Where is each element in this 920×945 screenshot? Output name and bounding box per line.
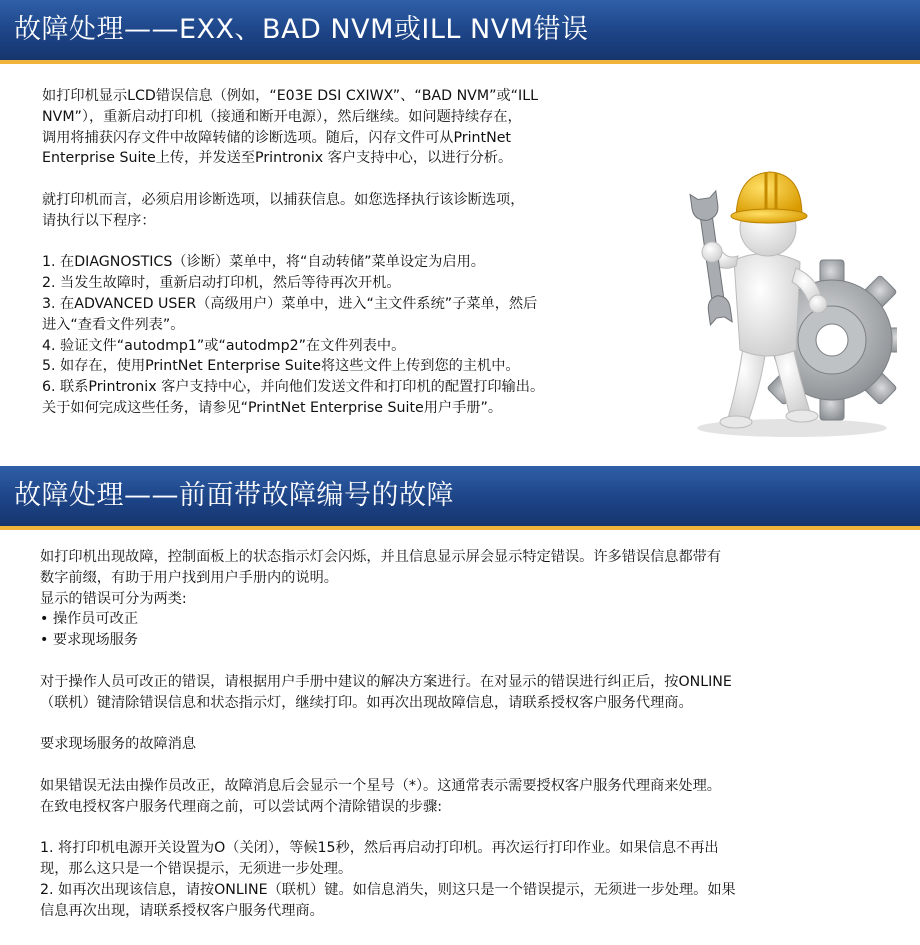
paragraph-gap [42,169,642,190]
section-header-fault-codes [0,466,920,526]
paragraph-gap [40,817,900,838]
text-line: 在致电授权客户服务代理商之前，可以尝试两个清除错误的步骤: [40,798,443,815]
paragraph-gap [40,755,900,776]
section-title: 故障处理——EXX、BAD NVM或ILL NVM错误 [14,14,589,45]
paragraph-gap [40,651,900,672]
text-line: 2. 当发生故障时，重新启动打印机，然后等待再次开机。 [42,275,401,292]
text-line: 4. 验证文件“autodmp1”或“autodmp2”在文件列表中。 [42,337,406,354]
paragraph-gap [42,232,642,253]
text-line: 如打印机显示LCD错误信息（例如，“E03E DSI CXIWX”、“BAD NVM”或“ILL [42,88,539,104]
text-line: 调用将捕获闪存文件中故障转储的诊断选项。随后，闪存文件可从PrintNet [42,129,511,146]
header-accent-line [0,526,920,530]
section-header-exx-nvm [0,0,920,60]
section-body-fault-codes [40,547,900,921]
text-line: 2. 如再次出现该信息，请按ONLINE（联机）键。如信息消失，则这只是一个错误提示，无须进一步处理。如果 [40,881,736,898]
text-line: • 要求现场服务 [40,632,139,649]
paragraph-gap [40,713,900,734]
text-line: 进入“查看文件列表”。 [42,316,185,333]
text-line: 5. 如存在，使用PrintNet Enterprise Suite将这些文件上传到您的主机中。 [42,358,520,375]
header-accent-line [0,60,920,64]
text-line: • 操作员可改正 [40,611,139,628]
section-title: 故障处理——前面带故障编号的故障 [14,480,454,511]
text-line: 3. 在ADVANCED USER（高级用户）菜单中，进入“主文件系统”子菜单，然后 [42,295,538,312]
worker-with-wrench-and-gear-icon [672,150,897,440]
text-line: 如果错误无法由操作员改正，故障消息后会显示一个星号（*）。这通常表示需要授权客户服务代理商来处理。 [40,777,721,794]
section-body-exx-nvm [42,86,642,419]
text-line: Enterprise Suite上传，并发送至Printronix 客户支持中心，以进行分析。 [42,150,513,167]
text-line: 1. 在DIAGNOSTICS（诊断）菜单中，将“自动转储”菜单设定为启用。 [42,254,485,271]
text-line: 就打印机而言，必须启用诊断选项，以捕获信息。如您选择执行该诊断选项， [42,191,525,208]
text-line: NVM”），重新启动打印机（接通和断开电源），然后继续。如问题持续存在， [42,108,522,125]
text-line: 数字前缀，有助于用户找到用户手册内的说明。 [40,569,338,586]
text-line: 对于操作人员可改正的错误，请根据用户手册中建议的解决方案进行。在对显示的错误进行纠正后，按ONLINE [40,673,732,690]
text-line: 关于如何完成这些任务，请参见“PrintNet Enterprise Suite用户手册”。 [42,399,503,416]
text-line: 1. 将打印机电源开关设置为O（关闭），等候15秒，然后再启动打印机。再次运行打印作业。如果信息不再出 [40,840,719,857]
text-line: 6. 联系Printronix 客户支持中心，并向他们发送文件和打印机的配置打印输出。 [42,379,545,396]
text-line: 如打印机出现故障，控制面板上的状态指示灯会闪烁，并且信息显示屏会显示特定错误。许多错误信息都带有 [40,549,722,565]
text-line: 显示的错误可分为两类: [40,590,187,607]
text-line: 要求现场服务的故障消息 [40,736,197,753]
text-line: 信息再次出现，请联系授权客户服务代理商。 [40,902,324,919]
text-line: （联机）键清除错误信息和状态指示灯，继续打印。如再次出现故障信息，请联系授权客户服务代理商。 [40,694,693,711]
text-line: 现，那么这只是一个错误提示，无须进一步处理。 [40,860,353,877]
text-line: 请执行以下程序： [42,212,156,229]
